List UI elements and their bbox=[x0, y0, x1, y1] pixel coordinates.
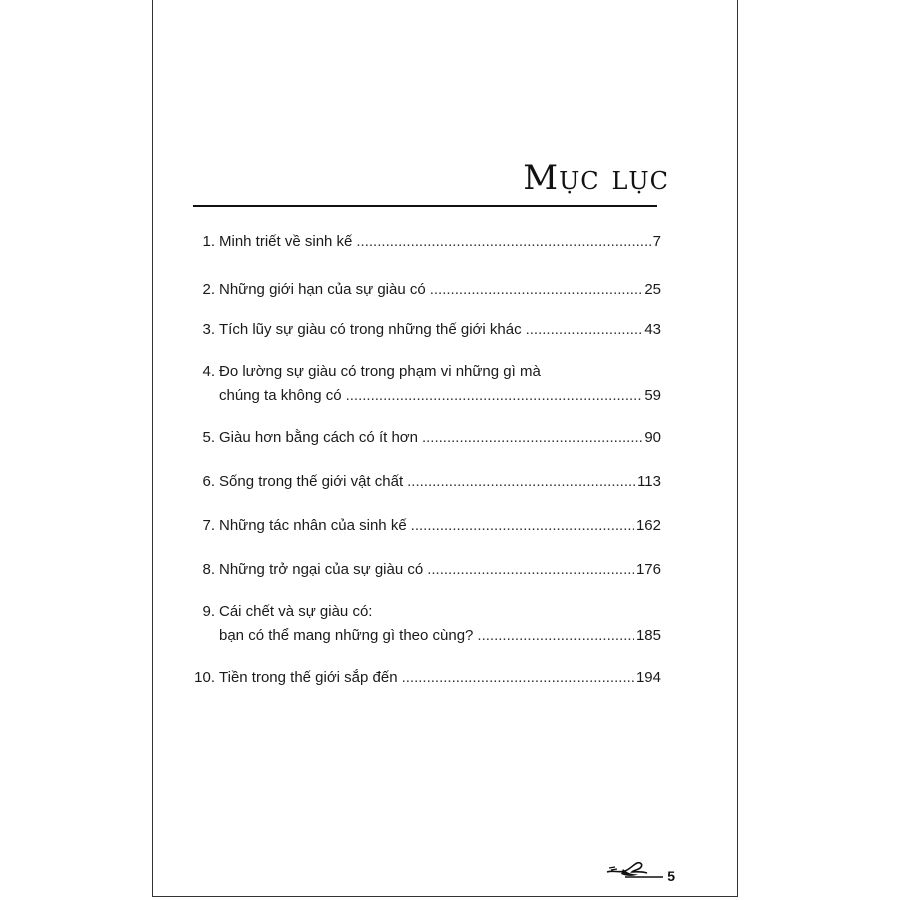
dot-leader bbox=[411, 516, 634, 536]
toc-entry-title: Những trở ngại của sự giàu có bbox=[219, 561, 424, 578]
dot-leader bbox=[407, 472, 635, 492]
toc-entry-page: 185 bbox=[635, 627, 661, 644]
toc-entry-3 bbox=[193, 320, 661, 340]
toc-entry-title: Những tác nhân của sinh kế bbox=[219, 517, 407, 534]
dot-leader bbox=[402, 668, 634, 688]
toc-entry-6 bbox=[193, 472, 661, 492]
page-title bbox=[523, 158, 669, 198]
toc-entry-number: 3. bbox=[202, 321, 215, 338]
toc-entry-2 bbox=[193, 280, 661, 300]
toc-entry-title: Giàu hơn bằng cách có ít hơn bbox=[219, 429, 418, 446]
toc-entry-number: 7. bbox=[202, 517, 215, 534]
dot-leader bbox=[477, 626, 634, 646]
toc-entry-page: 25 bbox=[644, 281, 661, 298]
toc-entry-5 bbox=[193, 428, 661, 448]
toc-entry-title: Tích lũy sự giàu có trong những thế giới khác bbox=[219, 321, 522, 338]
page-footer bbox=[603, 859, 675, 884]
toc-entry-4 bbox=[193, 362, 661, 406]
toc-entry-title: Minh triết về sinh kế bbox=[219, 233, 353, 250]
page-number: 5 bbox=[667, 868, 675, 884]
toc-entry-title: Tiền trong thế giới sắp đến bbox=[219, 669, 398, 686]
dot-leader bbox=[356, 232, 650, 252]
toc-entry-number: 8. bbox=[202, 561, 215, 578]
toc-entry-10 bbox=[193, 668, 661, 688]
toc-entry-number: 5. bbox=[202, 429, 215, 446]
toc-entry-number: 6. bbox=[202, 473, 215, 490]
dot-leader bbox=[422, 428, 642, 448]
toc-entry-number: 4. bbox=[202, 363, 215, 380]
dot-leader bbox=[427, 560, 634, 580]
swan-ornament-icon bbox=[603, 859, 665, 884]
toc-entry-title: Những giới hạn của sự giàu có bbox=[219, 281, 426, 298]
toc-entry-number: 9. bbox=[202, 603, 215, 620]
toc-entry-number: 2. bbox=[202, 281, 215, 298]
toc-entry-title-continued: chúng ta không có bbox=[219, 387, 342, 404]
toc-entry-number: 10. bbox=[194, 669, 215, 686]
toc-entry-page: 43 bbox=[644, 321, 661, 338]
dot-leader bbox=[430, 280, 643, 300]
toc-entry-8 bbox=[193, 560, 661, 580]
toc-entry-page: 194 bbox=[635, 669, 661, 686]
toc-entry-title: Đo lường sự giàu có trong phạm vi những gì mà bbox=[219, 363, 541, 380]
toc-entry-page: 7 bbox=[652, 233, 661, 250]
toc-entry-title: Sống trong thế giới vật chất bbox=[219, 473, 404, 490]
dot-leader bbox=[526, 320, 643, 340]
toc-entry-page: 113 bbox=[637, 473, 661, 490]
dot-leader bbox=[346, 386, 643, 406]
toc-entry-number: 1. bbox=[202, 233, 215, 250]
toc-entry-9 bbox=[193, 602, 661, 646]
toc-entry-page: 90 bbox=[644, 429, 661, 446]
toc-entry-page: 162 bbox=[635, 517, 661, 534]
toc-entry-7 bbox=[193, 516, 661, 536]
book-page bbox=[152, 0, 738, 897]
title-divider bbox=[193, 205, 657, 207]
title-text: Mục lục bbox=[523, 158, 669, 198]
toc-entry-title-continued: bạn có thể mang những gì theo cùng? bbox=[219, 627, 474, 644]
toc-entry-1 bbox=[193, 232, 661, 252]
toc-entry-page: 59 bbox=[644, 387, 661, 404]
toc-entry-page: 176 bbox=[635, 561, 661, 578]
toc-entry-title: Cái chết và sự giàu có: bbox=[219, 603, 373, 620]
